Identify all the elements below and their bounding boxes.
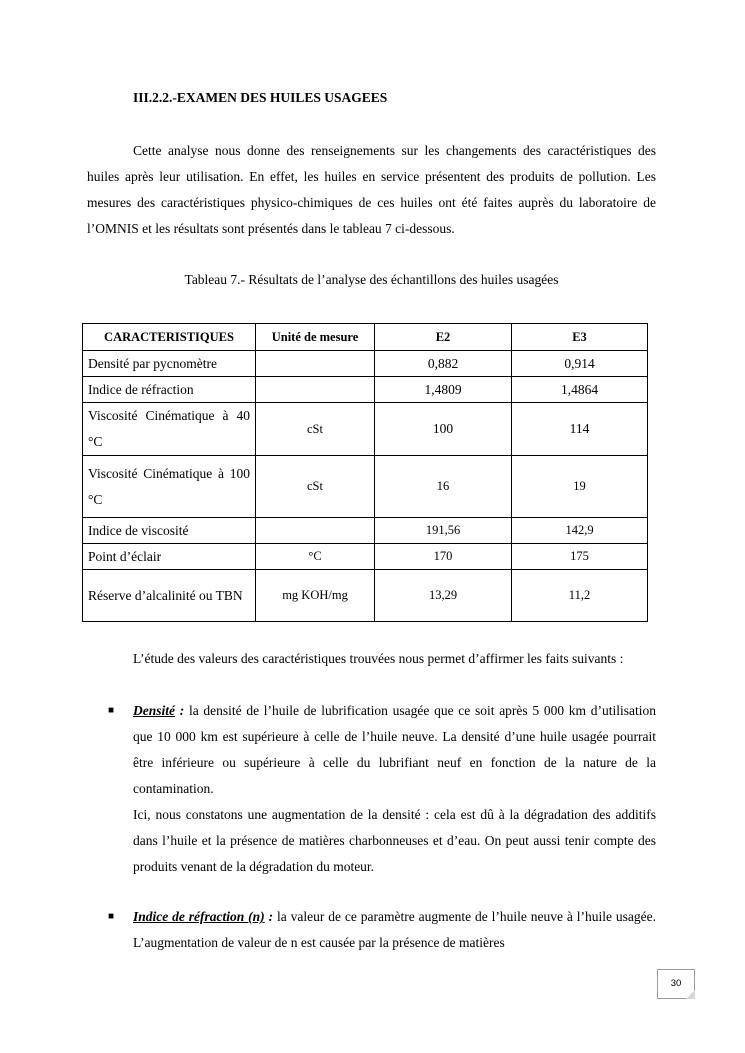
row-label: Point d’éclair (83, 544, 256, 570)
row-unit (256, 518, 375, 544)
bullet-colon: : (175, 703, 185, 718)
row-e2: 0,882 (375, 351, 512, 377)
row-unit: cSt (256, 403, 375, 456)
bullet-term: Indice de réfraction (n) (133, 909, 265, 924)
table-row (83, 544, 648, 570)
intro-paragraph: Cette analyse nous donne des renseignements sur les changements des caractéristiques des huiles après leur utilisation. En effet, les huiles en service présentent des produits de pollution. Les mesures des caractéristiques physico-chimiques de ces huiles ont été faites auprès du laboratoire de l’OMNIS et les résultats sont présentés dans le tableau 7 ci-dessous. (87, 143, 656, 236)
column-header: E2 (375, 324, 512, 351)
row-unit: °C (256, 544, 375, 570)
bullet-densite (133, 698, 656, 802)
row-e3: 11,2 (512, 570, 648, 622)
table-row (83, 403, 648, 456)
row-e2: 170 (375, 544, 512, 570)
row-e3: 19 (512, 456, 648, 518)
results-table (82, 323, 648, 622)
row-label: Indice de viscosité (83, 518, 256, 544)
page-fold-icon (686, 990, 695, 999)
study-intro-paragraph: L’étude des valeurs des caractéristiques trouvées nous permet d’affirmer les faits suivants : (133, 651, 624, 666)
row-label: Réserve d’alcalinité ou TBN (83, 570, 256, 622)
table-caption: Tableau 7.- Résultats de l’analyse des échantillons des huiles usagées (184, 272, 559, 287)
table-row (83, 518, 648, 544)
page-number-box (657, 969, 695, 999)
row-unit (256, 377, 375, 403)
row-e3: 142,9 (512, 518, 648, 544)
row-e3: 175 (512, 544, 648, 570)
bullet-term: Densité (133, 703, 175, 718)
row-unit: cSt (256, 456, 375, 518)
row-unit: mg KOH/mg (256, 570, 375, 622)
row-e2: 16 (375, 456, 512, 518)
table-row (83, 377, 648, 403)
row-e2: 191,56 (375, 518, 512, 544)
row-label: Indice de réfraction (83, 377, 256, 403)
table-row (83, 570, 648, 622)
row-label: Densité par pycnomètre (83, 351, 256, 377)
row-e2: 1,4809 (375, 377, 512, 403)
bullet-square-icon: ■ (108, 705, 115, 716)
column-header: E3 (512, 324, 648, 351)
bullet-square-icon: ■ (108, 911, 115, 922)
table-row (83, 351, 648, 377)
table-header-row (83, 324, 648, 351)
column-header: Unité de mesure (256, 324, 375, 351)
row-label: Viscosité Cinématique à 100 °C (83, 456, 256, 518)
bullet-densite-continued: Ici, nous constatons une augmentation de la densité : cela est dû à la dégradation des additifs dans l’huile et la présence de matières charbonneuses et d’eau. On peut aussi tenir compte des produits venant de la dégradation du moteur. (133, 807, 656, 874)
bullet-text: la valeur de ce paramètre augmente de l’huile neuve à l’huile usagée. L’augmentation de valeur de n est causée par la présence de matières (133, 909, 656, 950)
row-label: Viscosité Cinématique à 40 °C (83, 403, 256, 456)
row-e3: 114 (512, 403, 648, 456)
bullet-text: la densité de l’huile de lubrification usagée que ce soit après 5 000 km d’utilisation que 10 000 km est supérieure à celle de l’huile neuve. La densité d’une huile usagée pourrait être inférieure ou supérieure à celle du lubrifiant neuf en fonction de la nature de la contamination. (133, 703, 657, 796)
row-e3: 1,4864 (512, 377, 648, 403)
table-row (83, 456, 648, 518)
row-e3: 0,914 (512, 351, 648, 377)
row-e2: 13,29 (375, 570, 512, 622)
row-unit (256, 351, 375, 377)
column-header: CARACTERISTIQUES (83, 324, 256, 351)
row-e2: 100 (375, 403, 512, 456)
bullet-indice-refraction (133, 904, 656, 956)
bullet-colon: : (264, 909, 274, 924)
section-heading: III.2.2.-EXAMEN DES HUILES USAGEES (133, 90, 388, 105)
page-number: 30 (670, 978, 682, 989)
